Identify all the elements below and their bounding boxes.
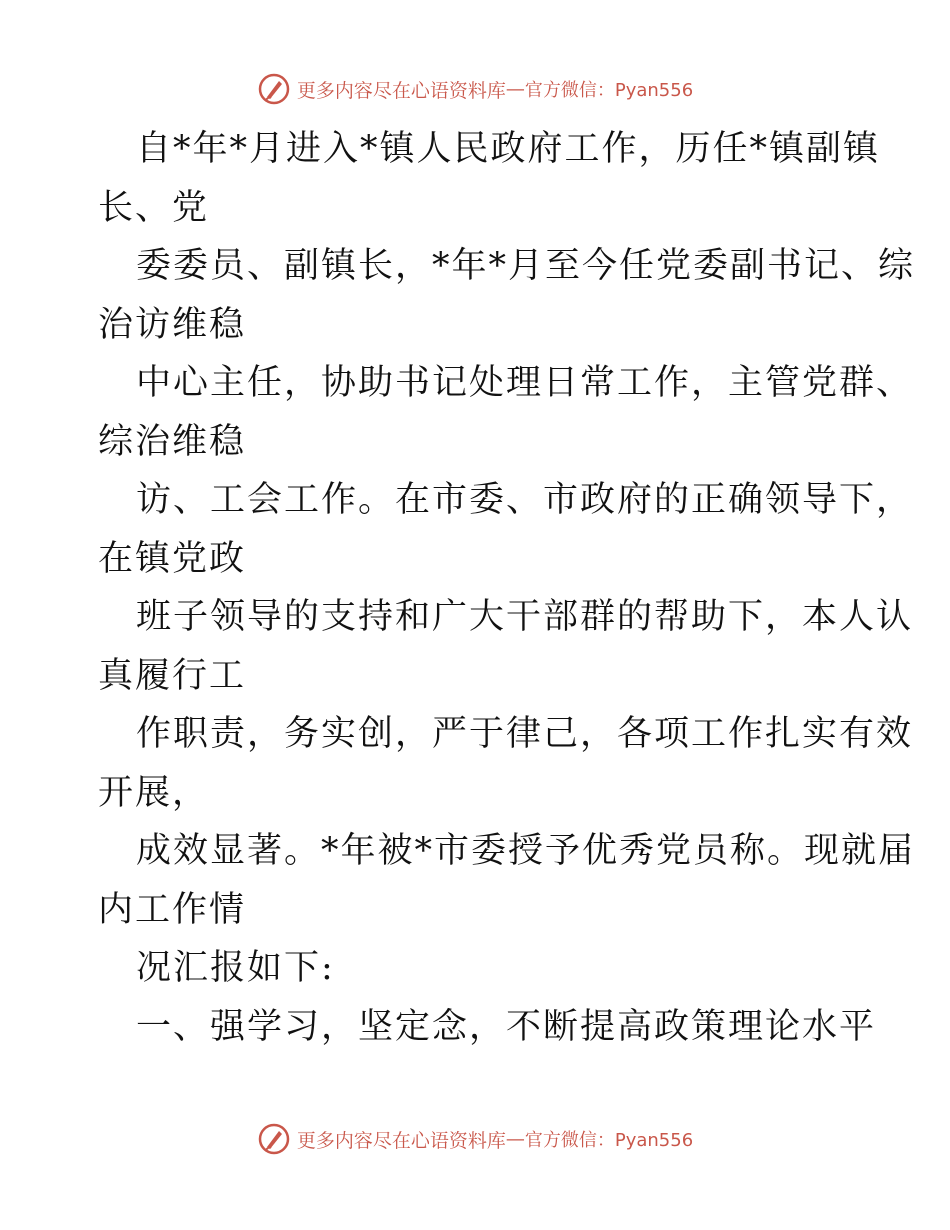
text-line: 治访维稳 — [98, 304, 247, 345]
text-line: 内工作情 — [98, 889, 247, 930]
watermark-contact-text: 官方微信：Pyan556 — [524, 80, 694, 101]
text-line: 成效显著。*年被*市委授予优秀党员称。现就届 — [136, 831, 916, 871]
watermark-contact-text: 官方微信：Pyan556 — [524, 1130, 694, 1151]
text-line: 长、党 — [98, 187, 210, 228]
watermark-separator: — — [505, 78, 525, 100]
text-line: 在镇党政 — [98, 538, 247, 579]
watermark-separator: — — [505, 1128, 525, 1150]
watermark-main-text: 更多内容尽在心语资料库 — [296, 79, 506, 102]
section-heading: 一、强学习，坚定念，不断提高政策理论水平 — [136, 1006, 877, 1047]
footer-watermark — [0, 1122, 950, 1156]
text-line: 中心主任，协助书记处理日常工作，主管党群、 — [136, 363, 914, 403]
text-line: 真履行工 — [98, 655, 247, 696]
pen-logo-icon — [257, 1122, 291, 1156]
text-line: 访、工会工作。在市委、市政府的正确领导下， — [136, 480, 914, 520]
document-body — [98, 120, 916, 1056]
text-line: 班子领导的支持和广大干部群的帮助下，本人认 — [136, 597, 914, 637]
header-watermark — [0, 72, 950, 106]
text-line: 综治维稳 — [98, 421, 247, 462]
pen-logo-icon — [257, 72, 291, 106]
text-line: 开展， — [98, 772, 210, 813]
watermark-main-text: 更多内容尽在心语资料库 — [296, 1129, 506, 1152]
text-line: 委委员、副镇长，*年*月至今任党委副书记、综 — [136, 246, 916, 286]
text-line: 作职责，务实创，严于律己，各项工作扎实有效 — [136, 714, 914, 754]
text-line: 自*年*月进入*镇人民政府工作，历任*镇副镇 — [136, 129, 881, 169]
text-line: 况汇报如下: — [136, 948, 335, 988]
